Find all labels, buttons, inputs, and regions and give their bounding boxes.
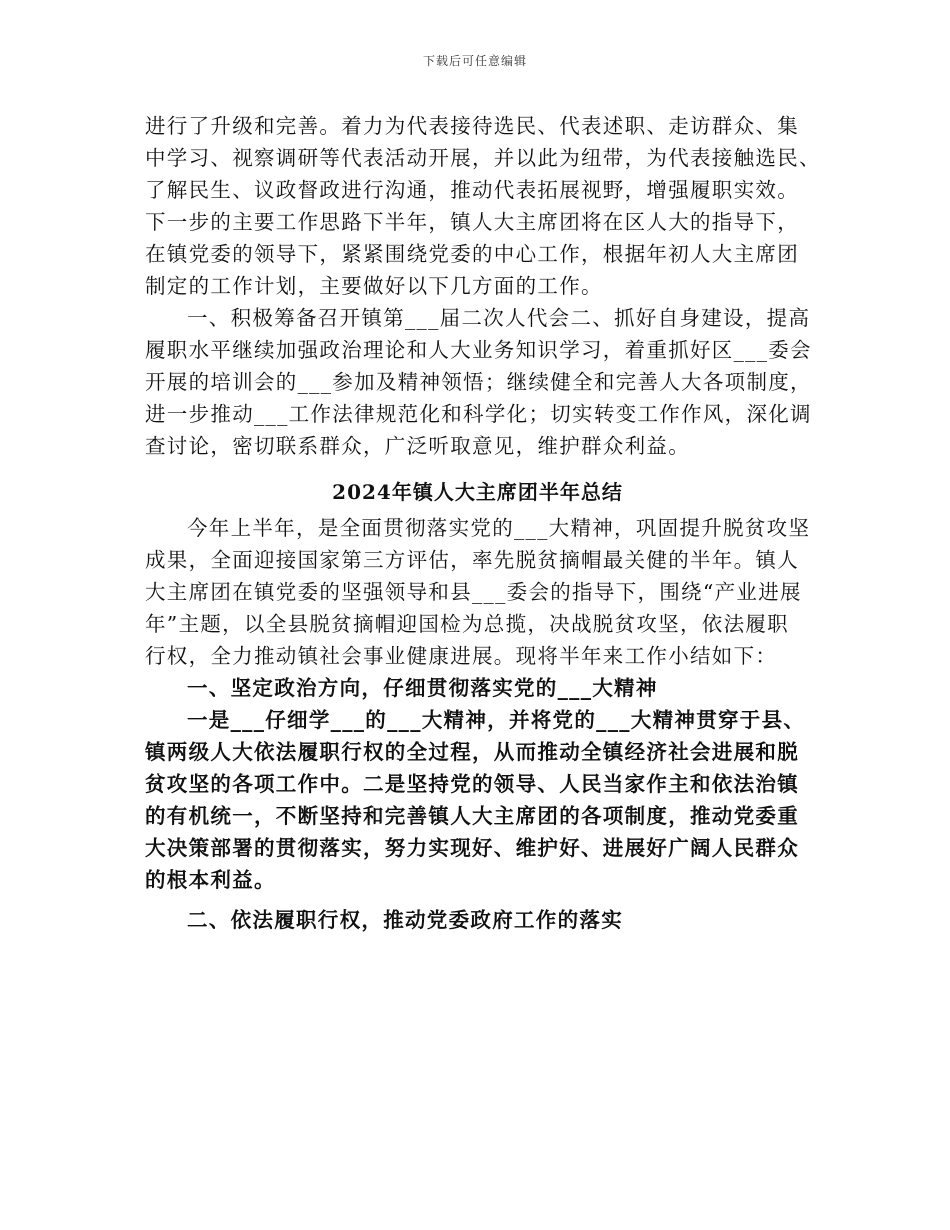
bold-paragraph-line: 镇两级人大依法履职行权的全过程，从而推动全镇经济社会进展和脱 xyxy=(145,740,799,764)
bold-paragraph-line: 的有机统一，不断坚持和完善镇人大主席团的各项制度，推动党委重 xyxy=(145,804,799,828)
paragraph-line: 进一步推动___工作法律规范化和科学化；切实转变工作作风，深化调 xyxy=(145,402,812,426)
paragraph-line: 中学习、视察调研等代表活动开展，并以此为纽带，为代表接触选民、 xyxy=(145,146,821,170)
paragraph-line: 年”主题，以全县脱贫摘帽迎国检为总揽，决战脱贫攻坚，依法履职 xyxy=(145,612,789,636)
document-body xyxy=(145,110,821,936)
paragraph-line: 查讨论，密切联系群众，广泛听取意见，维护群众利益。 xyxy=(145,434,690,458)
paragraph-line: 一、积极筹备召开镇第___届二次人代会二、抓好自身建设，提高 xyxy=(187,306,811,330)
bold-paragraph-line: 的根本利益。 xyxy=(145,868,276,892)
paragraph-line: 成果，全面迎接国家第三方评估，率先脱贫摘帽最关健的半年。镇人 xyxy=(145,548,799,572)
bold-paragraph-line: 大决策部署的贯彻落实，努力实现好、维护好、进展好广阔人民群众 xyxy=(145,836,799,860)
paragraph-line: 制定的工作计划，主要做好以下几方面的工作。 xyxy=(145,274,603,298)
paragraph-line: 进行了升级和完善。着力为代表接待选民、代表述职、走访群众、集 xyxy=(145,114,799,138)
paragraph-line: 大主席团在镇党委的坚强领导和县___委会的指导下，围绕“产业进展 xyxy=(145,580,802,604)
section-heading: 二、依法履职行权，推动党委政府工作的落实 xyxy=(187,908,623,932)
paragraph-line: 开展的培训会的___参加及精神领悟；继续健全和完善人大各项制度， xyxy=(145,370,812,394)
document-title: 2024年镇人大主席团半年总结 xyxy=(332,480,623,504)
paragraph-line: 今年上半年，是全面贯彻落实党的___大精神，巩固提升脱贫攻坚 xyxy=(187,516,811,540)
bold-paragraph-line: 一是___仔细学___的___大精神，并将党的___大精神贯穿于县、 xyxy=(187,708,806,732)
paragraph-line: 了解民生、议政督政进行沟通，推动代表拓展视野，增强履职实效。 xyxy=(145,178,799,202)
header-note: 下载后可任意编辑 xyxy=(422,54,527,68)
bold-paragraph-line: 贫攻坚的各项工作中。二是坚持党的领导、人民当家作主和依法治镇 xyxy=(145,772,799,796)
paragraph-line: 履职水平继续加强政治理论和人大业务知识学习，着重抓好区___委会 xyxy=(145,338,812,362)
section-heading: 一、坚定政治方向，仔细贯彻落实党的___大精神 xyxy=(187,676,658,700)
paragraph-line: 下一步的主要工作思路下半年，镇人大主席团将在区人大的指导下， xyxy=(145,210,799,234)
paragraph-line: 行权，全力推动镇社会事业健康进展。现将半年来工作小结如下： xyxy=(145,644,778,668)
paragraph-line: 在镇党委的领导下，紧紧围绕党委的中心工作，根据年初人大主席团 xyxy=(145,242,799,266)
